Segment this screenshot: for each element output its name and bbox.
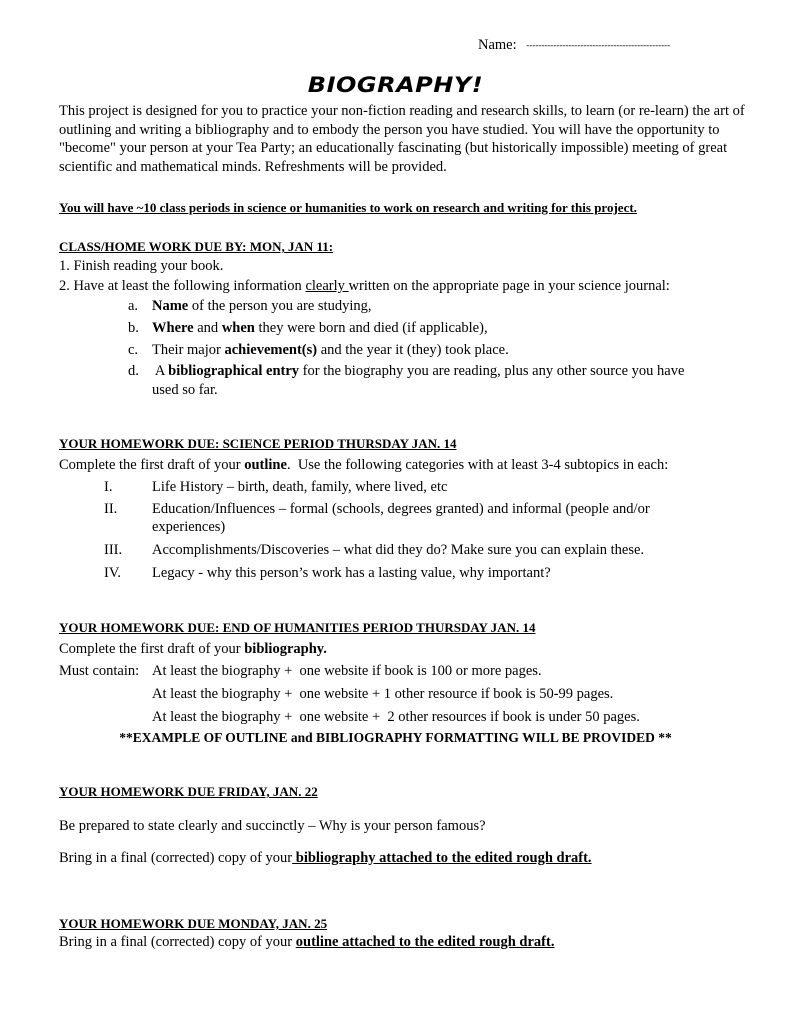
section2-outline: outline bbox=[244, 457, 287, 473]
item2-text-c: written on the appropriate page in your science journal: bbox=[348, 278, 670, 294]
formatting-note: **EXAMPLE OF OUTLINE and BIBLIOGRAPHY FORMATTING WILL BE PROVIDED ** bbox=[119, 730, 672, 745]
name-label: Name: bbox=[478, 37, 517, 53]
class-periods-note: You will have ~10 class periods in science or humanities to work on research and writing for this project. bbox=[59, 200, 637, 215]
name-field bbox=[478, 36, 670, 54]
section2-intro bbox=[59, 456, 668, 474]
section2-heading: YOUR HOMEWORK DUE: SCIENCE PERIOD THURSDAY JAN. 14 bbox=[59, 436, 457, 451]
outline-marker-2: II. bbox=[104, 501, 118, 517]
outline-item-4: Legacy - why this person’s work has a lasting value, why important? bbox=[152, 565, 551, 581]
subitem-a bbox=[152, 297, 371, 315]
name-blank: ------------------------------------------------ bbox=[526, 40, 671, 50]
subitem-c-bold: achievement(s) bbox=[224, 342, 318, 358]
section3-intro bbox=[59, 640, 327, 658]
subitem-d-rest: for the biography you are reading, plus any other source you have bbox=[299, 363, 685, 379]
subitem-c-rest: and the year it (they) took place. bbox=[317, 342, 509, 358]
item2-text-a: 2. Have at least the following information bbox=[59, 278, 306, 294]
section5-line1 bbox=[59, 933, 554, 951]
subitem-marker-d: d. bbox=[128, 363, 139, 379]
outline-marker-1: I. bbox=[104, 479, 113, 495]
page-title: BIOGRAPHY! bbox=[307, 72, 484, 98]
subitem-d-bold: bibliographical entry bbox=[168, 363, 300, 379]
section5-line1-b: outline attached to the edited rough draft. bbox=[295, 934, 555, 950]
outline-item-2-cont: experiences) bbox=[152, 519, 226, 535]
subitem-b-rest: they were born and died (if applicable), bbox=[254, 320, 488, 336]
section4-line2-b: bibliography attached to the edited rough draft. bbox=[292, 850, 592, 866]
section4-line1: Be prepared to state clearly and succinctly – Why is your person famous? bbox=[59, 818, 486, 834]
section3-intro-a: Complete the first draft of your bbox=[59, 641, 245, 657]
subitem-c bbox=[152, 341, 509, 359]
subitem-b-bold2: when bbox=[221, 320, 255, 336]
section3-bibliography: bibliography. bbox=[244, 641, 327, 657]
section1-heading: CLASS/HOME WORK DUE BY: MON, JAN 11: bbox=[59, 239, 334, 254]
item2-clearly: clearly bbox=[305, 278, 349, 294]
section1-item1: 1. Finish reading your book. bbox=[59, 258, 224, 274]
section4-line2-a: Bring in a final (corrected) copy of your bbox=[59, 850, 293, 866]
subitem-marker-a: a. bbox=[128, 298, 139, 314]
section1-item2 bbox=[59, 277, 670, 295]
outline-item-3: Accomplishments/Discoveries – what did they do? Make sure you can explain these. bbox=[152, 542, 645, 558]
subitem-c-pre: Their major bbox=[152, 342, 225, 358]
subitem-b-mid: and bbox=[193, 320, 222, 336]
outline-item-1: Life History – birth, death, family, where lived, etc bbox=[152, 479, 448, 495]
intro-paragraph: This project is designed for you to practice your non-fiction reading and research skills, to learn (or re-learn) the art of outlining and writing a bibliography and to embody the person you have studied. You will have the opportunity to "become" your person at your Tea Party; an educationally fascinating (but historically impossible) meeting of great scientific and mathematical minds. Refreshments will be provided. bbox=[59, 103, 745, 175]
subitem-d-pre: A bbox=[152, 363, 169, 379]
subitem-marker-c: c. bbox=[128, 342, 139, 358]
section5-heading: YOUR HOMEWORK DUE MONDAY, JAN. 25 bbox=[59, 916, 328, 931]
section2-intro-b: . Use the following categories with at least 3-4 subtopics in each: bbox=[286, 457, 669, 473]
section5-line1-a: Bring in a final (corrected) copy of your bbox=[59, 934, 296, 950]
section4-heading: YOUR HOMEWORK DUE FRIDAY, JAN. 22 bbox=[59, 784, 318, 799]
subitem-a-bold: Name bbox=[152, 298, 189, 314]
outline-item-2: Education/Influences – formal (schools, degrees granted) and informal (people and/or bbox=[152, 501, 650, 517]
subitem-a-rest: of the person you are studying, bbox=[188, 298, 372, 314]
requirement-line-1: At least the biography + one website if book is 100 or more pages. bbox=[152, 663, 542, 679]
section4-line2 bbox=[59, 849, 592, 867]
requirement-line-2: At least the biography + one website + 1 other resource if book is 50-99 pages. bbox=[152, 686, 614, 702]
requirement-line-3: At least the biography + one website + 2 other resources if book is under 50 pages. bbox=[152, 709, 640, 725]
outline-marker-4: IV. bbox=[104, 565, 122, 581]
subitem-d-cont: used so far. bbox=[152, 382, 218, 398]
subitem-marker-b: b. bbox=[128, 320, 139, 336]
outline-marker-3: III. bbox=[104, 542, 123, 558]
subitem-d bbox=[152, 362, 684, 380]
subitem-b bbox=[152, 319, 488, 337]
must-contain-label: Must contain: bbox=[59, 663, 140, 679]
subitem-b-bold: Where bbox=[152, 320, 194, 336]
section2-intro-a: Complete the first draft of your bbox=[59, 457, 245, 473]
section3-heading: YOUR HOMEWORK DUE: END OF HUMANITIES PERIOD THURSDAY JAN. 14 bbox=[59, 620, 536, 635]
